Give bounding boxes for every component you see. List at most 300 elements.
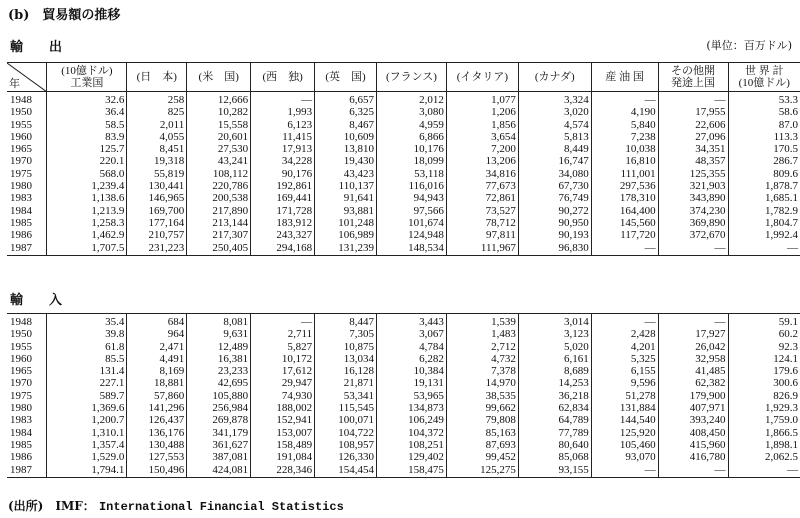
value-cell: 91,641 xyxy=(315,192,377,204)
value-cell: 5,325 xyxy=(591,353,658,365)
value-cell: 145,560 xyxy=(591,217,658,229)
value-cell: 1,200.7 xyxy=(47,414,127,426)
value-cell: 3,654 xyxy=(446,131,518,143)
year-cell: 1950 xyxy=(10,106,32,119)
value-cell: — xyxy=(658,314,728,329)
year-cell: 1987 xyxy=(10,241,32,254)
value-cell: 42,695 xyxy=(187,377,251,389)
value-cell: 77,673 xyxy=(446,180,518,192)
value-cell: 3,123 xyxy=(518,328,591,340)
value-cell: 117,720 xyxy=(591,229,658,241)
year-cell: 1955 xyxy=(10,340,32,353)
column-header: (フランス) xyxy=(376,63,446,92)
table-row xyxy=(7,192,800,204)
value-cell: 55,819 xyxy=(127,168,187,180)
value-cell: 1,357.4 xyxy=(47,439,127,451)
exports-heading: 輸出 xyxy=(10,40,89,55)
value-cell: 152,941 xyxy=(251,414,315,426)
value-cell: 94,943 xyxy=(376,192,446,204)
value-cell: 15,558 xyxy=(187,119,251,131)
value-cell: 213,144 xyxy=(187,217,251,229)
imports-table xyxy=(7,313,800,478)
value-cell: 228,346 xyxy=(251,464,315,478)
value-cell: 6,123 xyxy=(251,119,315,131)
value-cell: — xyxy=(658,242,728,256)
table-row xyxy=(7,451,800,463)
value-cell: 10,038 xyxy=(591,143,658,155)
value-cell: 16,810 xyxy=(591,155,658,167)
value-cell: 60.2 xyxy=(728,328,800,340)
year-cell: 1985 xyxy=(10,438,32,451)
value-cell: 2,711 xyxy=(251,328,315,340)
value-cell: 2,011 xyxy=(127,119,187,131)
value-cell: 169,441 xyxy=(251,192,315,204)
value-cell: 1,310.1 xyxy=(47,427,127,439)
value-cell: 93,881 xyxy=(315,205,377,217)
column-header: 世 界 計 (10億ドル) xyxy=(728,63,800,92)
table-row xyxy=(7,242,800,256)
value-cell: 96,830 xyxy=(518,242,591,256)
year-cell: 1950 xyxy=(10,328,32,341)
value-cell: 53,341 xyxy=(315,390,377,402)
value-cell: 8,447 xyxy=(315,314,377,329)
value-cell: — xyxy=(658,92,728,107)
value-cell: 7,305 xyxy=(315,328,377,340)
value-cell: 10,172 xyxy=(251,353,315,365)
value-cell: 83.9 xyxy=(47,131,127,143)
value-cell: 374,230 xyxy=(658,205,728,217)
value-cell: 36,218 xyxy=(518,390,591,402)
value-cell: 116,016 xyxy=(376,180,446,192)
year-cell: 1984 xyxy=(10,426,32,439)
table-row xyxy=(7,427,800,439)
year-cell: 1986 xyxy=(10,229,32,242)
value-cell: 1,462.9 xyxy=(47,229,127,241)
value-cell: 7,238 xyxy=(591,131,658,143)
value-cell: 178,310 xyxy=(591,192,658,204)
value-cell: 217,307 xyxy=(187,229,251,241)
value-cell: 6,161 xyxy=(518,353,591,365)
year-cell: 1948 xyxy=(10,316,32,328)
value-cell: 9,596 xyxy=(591,377,658,389)
column-header: (イタリア) xyxy=(446,63,518,92)
value-cell: 126,437 xyxy=(127,414,187,426)
value-cell: 19,430 xyxy=(315,155,377,167)
value-cell: 4,055 xyxy=(127,131,187,143)
value-cell: 131.4 xyxy=(47,365,127,377)
table-row xyxy=(7,155,800,167)
value-cell: 4,491 xyxy=(127,353,187,365)
value-cell: 9,631 xyxy=(187,328,251,340)
table-row xyxy=(7,402,800,414)
table-row xyxy=(7,119,800,131)
value-cell: 416,780 xyxy=(658,451,728,463)
table-row xyxy=(7,341,800,353)
value-cell: 8,081 xyxy=(187,314,251,329)
value-cell: 73,527 xyxy=(446,205,518,217)
value-cell: 146,965 xyxy=(127,192,187,204)
value-cell: 22,606 xyxy=(658,119,728,131)
value-cell: 101,674 xyxy=(376,217,446,229)
year-cell: 1983 xyxy=(10,414,32,427)
value-cell: 126,330 xyxy=(315,451,377,463)
value-cell: 101,248 xyxy=(315,217,377,229)
value-cell: 415,960 xyxy=(658,439,728,451)
value-cell: 1,898.1 xyxy=(728,439,800,451)
value-cell: 26,042 xyxy=(658,341,728,353)
value-cell: 110,137 xyxy=(315,180,377,192)
year-cell: 1970 xyxy=(10,377,32,390)
year-cell: 1955 xyxy=(10,118,32,131)
value-cell: 8,467 xyxy=(315,119,377,131)
value-cell: 1,539 xyxy=(446,314,518,329)
value-cell: 343,890 xyxy=(658,192,728,204)
value-cell: 164,400 xyxy=(591,205,658,217)
source-note xyxy=(8,497,344,514)
value-cell: 39.8 xyxy=(47,328,127,340)
value-cell: 158,489 xyxy=(251,439,315,451)
table-row xyxy=(7,365,800,377)
value-cell: 105,880 xyxy=(187,390,251,402)
value-cell: 158,475 xyxy=(377,464,447,478)
value-cell: 10,609 xyxy=(315,131,377,143)
value-cell: 2,062.5 xyxy=(728,451,800,463)
table-row xyxy=(7,328,800,340)
year-cell: 1975 xyxy=(10,389,32,402)
value-cell: 125,275 xyxy=(446,464,518,478)
value-cell: 1,804.7 xyxy=(728,217,800,229)
value-cell: 14,253 xyxy=(518,377,591,389)
value-cell: 108,251 xyxy=(377,439,447,451)
exports-table xyxy=(7,62,800,256)
value-cell: 154,454 xyxy=(315,464,377,478)
value-cell: — xyxy=(728,464,800,478)
value-cell: 127,553 xyxy=(127,451,187,463)
value-cell: 177,164 xyxy=(127,217,187,229)
value-cell: 10,875 xyxy=(315,341,377,353)
value-cell: 61.8 xyxy=(47,341,127,353)
value-cell: 188,002 xyxy=(251,402,315,414)
value-cell: 1,878.7 xyxy=(728,180,800,192)
value-cell: 2,471 xyxy=(127,341,187,353)
value-cell: 220,786 xyxy=(187,180,251,192)
value-cell: 93,070 xyxy=(591,451,658,463)
table-row xyxy=(7,414,800,426)
value-cell: 171,728 xyxy=(251,205,315,217)
value-cell: 1,782.9 xyxy=(728,205,800,217)
table-row xyxy=(7,106,800,118)
value-cell: 64,789 xyxy=(518,414,591,426)
value-cell: 21,871 xyxy=(315,377,377,389)
value-cell: 130,441 xyxy=(127,180,187,192)
value-cell: 17,927 xyxy=(658,328,728,340)
value-cell: 43,423 xyxy=(315,168,377,180)
table-row xyxy=(7,180,800,192)
value-cell: 34,351 xyxy=(658,143,728,155)
value-cell: 5,840 xyxy=(591,119,658,131)
value-cell: 1,993 xyxy=(251,106,315,118)
value-cell: 3,067 xyxy=(377,328,447,340)
year-cell: 1965 xyxy=(10,365,32,378)
value-cell: 74,930 xyxy=(251,390,315,402)
value-cell: 8,169 xyxy=(127,365,187,377)
value-cell: 568.0 xyxy=(47,168,127,180)
value-cell: — xyxy=(591,464,658,478)
value-cell: 27,096 xyxy=(658,131,728,143)
value-cell: 99,662 xyxy=(446,402,518,414)
value-cell: 105,460 xyxy=(591,439,658,451)
value-cell: 16,128 xyxy=(315,365,377,377)
value-cell: 10,282 xyxy=(187,106,251,118)
value-cell: 300.6 xyxy=(728,377,800,389)
value-cell: 2,012 xyxy=(376,92,446,107)
value-cell: 17,913 xyxy=(251,143,315,155)
value-cell: 134,873 xyxy=(377,402,447,414)
value-cell: 108,957 xyxy=(315,439,377,451)
value-cell: 12,666 xyxy=(187,92,251,107)
value-cell: 53,118 xyxy=(376,168,446,180)
value-cell: 1,866.5 xyxy=(728,427,800,439)
value-cell: 51,278 xyxy=(591,390,658,402)
value-cell: 1,992.4 xyxy=(728,229,800,241)
value-cell: — xyxy=(251,314,315,329)
year-cell: 1980 xyxy=(10,402,32,415)
value-cell: 100,071 xyxy=(315,414,377,426)
value-cell: 408,450 xyxy=(658,427,728,439)
value-cell: 27,530 xyxy=(187,143,251,155)
value-cell: 131,239 xyxy=(315,242,377,256)
value-cell: 131,884 xyxy=(591,402,658,414)
imports-heading: 輸入 xyxy=(10,293,89,308)
value-cell: 90,950 xyxy=(518,217,591,229)
table-row xyxy=(7,168,800,180)
value-cell: 80,640 xyxy=(518,439,591,451)
value-cell: 72,861 xyxy=(446,192,518,204)
value-cell: 220.1 xyxy=(47,155,127,167)
value-cell: 148,534 xyxy=(376,242,446,256)
value-cell: 7,378 xyxy=(446,365,518,377)
value-cell: 13,034 xyxy=(315,353,377,365)
value-cell: 104,372 xyxy=(377,427,447,439)
column-header: (西 独) xyxy=(251,63,315,92)
value-cell: 8,451 xyxy=(127,143,187,155)
year-cell: 1970 xyxy=(10,155,32,168)
value-cell: 4,784 xyxy=(377,341,447,353)
column-header: (カナダ) xyxy=(518,63,591,92)
value-cell: 58.6 xyxy=(728,106,800,118)
year-cell: 1948 xyxy=(10,94,32,106)
value-cell: 18,881 xyxy=(127,377,187,389)
value-cell: 286.7 xyxy=(728,155,800,167)
value-cell: 231,223 xyxy=(127,242,187,256)
value-cell: 5,020 xyxy=(518,341,591,353)
value-cell: 106,989 xyxy=(315,229,377,241)
table-row xyxy=(7,390,800,402)
value-cell: 1,759.0 xyxy=(728,414,800,426)
value-cell: 153,007 xyxy=(251,427,315,439)
value-cell: 87,693 xyxy=(446,439,518,451)
year-cell: 1980 xyxy=(10,180,32,193)
value-cell: 144,540 xyxy=(591,414,658,426)
value-cell: 3,014 xyxy=(518,314,591,329)
value-cell: 256,984 xyxy=(187,402,251,414)
column-header: (米 国) xyxy=(187,63,251,92)
value-cell: 59.1 xyxy=(728,314,800,329)
value-cell: 6,282 xyxy=(377,353,447,365)
value-cell: 424,081 xyxy=(187,464,251,478)
value-cell: 6,657 xyxy=(315,92,377,107)
value-cell: 67,730 xyxy=(518,180,591,192)
value-cell: 12,489 xyxy=(187,341,251,353)
source-text: International Financial Statistics xyxy=(98,500,344,514)
value-cell: 62,834 xyxy=(518,402,591,414)
value-cell: 964 xyxy=(127,328,187,340)
value-cell: 369,890 xyxy=(658,217,728,229)
value-cell: 19,131 xyxy=(377,377,447,389)
value-cell: 809.6 xyxy=(728,168,800,180)
value-cell: 32.6 xyxy=(47,92,127,107)
value-cell: 297,536 xyxy=(591,180,658,192)
value-cell: 43,241 xyxy=(187,155,251,167)
value-cell: 111,967 xyxy=(446,242,518,256)
value-cell: 179,900 xyxy=(658,390,728,402)
value-cell: 35.4 xyxy=(47,314,127,329)
value-cell: 341,179 xyxy=(187,427,251,439)
value-cell: 684 xyxy=(127,314,187,329)
value-cell: 217,890 xyxy=(187,205,251,217)
year-cell: 1960 xyxy=(10,352,32,365)
column-header: (10億ドル) 工業国 xyxy=(47,63,127,92)
value-cell: 8,449 xyxy=(518,143,591,155)
value-cell: 34,080 xyxy=(518,168,591,180)
value-cell: 8,689 xyxy=(518,365,591,377)
value-cell: 3,443 xyxy=(377,314,447,329)
value-cell: 48,357 xyxy=(658,155,728,167)
table-row xyxy=(7,439,800,451)
value-cell: 150,496 xyxy=(127,464,187,478)
value-cell: 200,538 xyxy=(187,192,251,204)
value-cell: 104,722 xyxy=(315,427,377,439)
table-row xyxy=(7,131,800,143)
value-cell: 387,081 xyxy=(187,451,251,463)
value-cell: 10,176 xyxy=(376,143,446,155)
year-cell: 1960 xyxy=(10,130,32,143)
value-cell: 393,240 xyxy=(658,414,728,426)
value-cell: 115,545 xyxy=(315,402,377,414)
year-cell: 1986 xyxy=(10,451,32,464)
value-cell: 269,878 xyxy=(187,414,251,426)
value-cell: 79,808 xyxy=(446,414,518,426)
value-cell: 2,428 xyxy=(591,328,658,340)
value-cell: 23,233 xyxy=(187,365,251,377)
table-row xyxy=(7,143,800,155)
value-cell: 85,163 xyxy=(446,427,518,439)
value-cell: 7,200 xyxy=(446,143,518,155)
table-row xyxy=(7,377,800,389)
value-cell: 108,112 xyxy=(187,168,251,180)
year-cell: 1965 xyxy=(10,143,32,156)
column-header: (日 本) xyxy=(127,63,187,92)
table-row xyxy=(7,353,800,365)
value-cell: 124,948 xyxy=(376,229,446,241)
unit-label: (単位：百万ドル) xyxy=(706,39,792,52)
value-cell: 99,452 xyxy=(446,451,518,463)
year-cell: 1987 xyxy=(10,463,32,476)
value-cell: 1,529.0 xyxy=(47,451,127,463)
value-cell: 4,574 xyxy=(518,119,591,131)
value-cell: 97,811 xyxy=(446,229,518,241)
value-cell: 407,971 xyxy=(658,402,728,414)
year-cell: 1975 xyxy=(10,167,32,180)
value-cell: 3,080 xyxy=(376,106,446,118)
value-cell: 90,176 xyxy=(251,168,315,180)
value-cell: 36.4 xyxy=(47,106,127,118)
value-cell: 361,627 xyxy=(187,439,251,451)
value-cell: 62,382 xyxy=(658,377,728,389)
value-cell: 170.5 xyxy=(728,143,800,155)
year-cell: 1983 xyxy=(10,192,32,205)
value-cell: 18,099 xyxy=(376,155,446,167)
value-cell: 6,155 xyxy=(591,365,658,377)
exports-header-row xyxy=(7,63,800,92)
value-cell: — xyxy=(728,242,800,256)
value-cell: 1,685.1 xyxy=(728,192,800,204)
value-cell: 17,955 xyxy=(658,106,728,118)
year-cell: 1984 xyxy=(10,204,32,217)
value-cell: 6,866 xyxy=(376,131,446,143)
value-cell: 78,712 xyxy=(446,217,518,229)
table-row xyxy=(7,314,800,329)
value-cell: 106,249 xyxy=(377,414,447,426)
value-cell: 1,369.6 xyxy=(47,402,127,414)
value-cell: 1,213.9 xyxy=(47,205,127,217)
column-header: その他開 発途上国 xyxy=(658,63,728,92)
value-cell: 169,700 xyxy=(127,205,187,217)
value-cell: 227.1 xyxy=(47,377,127,389)
value-cell: 4,201 xyxy=(591,341,658,353)
value-cell: 1,794.1 xyxy=(47,464,127,478)
value-cell: 14,970 xyxy=(446,377,518,389)
value-cell: — xyxy=(591,242,658,256)
value-cell: 243,327 xyxy=(251,229,315,241)
value-cell: 3,020 xyxy=(518,106,591,118)
value-cell: 321,903 xyxy=(658,180,728,192)
exports-body xyxy=(7,92,800,256)
value-cell: 53,965 xyxy=(377,390,447,402)
value-cell: 125,355 xyxy=(658,168,728,180)
value-cell: 57,860 xyxy=(127,390,187,402)
value-cell: 53.3 xyxy=(728,92,800,107)
value-cell: 93,155 xyxy=(518,464,591,478)
value-cell: 58.5 xyxy=(47,119,127,131)
value-cell: 191,084 xyxy=(251,451,315,463)
column-header: 産 油 国 xyxy=(591,63,658,92)
value-cell: 1,707.5 xyxy=(47,242,127,256)
value-cell: 125,920 xyxy=(591,427,658,439)
value-cell: 129,402 xyxy=(377,451,447,463)
value-cell: 192,861 xyxy=(251,180,315,192)
value-cell: 111,001 xyxy=(591,168,658,180)
value-cell: — xyxy=(591,92,658,107)
value-cell: 5,813 xyxy=(518,131,591,143)
value-cell: 4,959 xyxy=(376,119,446,131)
value-cell: 41,485 xyxy=(658,365,728,377)
value-cell: 17,612 xyxy=(251,365,315,377)
value-cell: 5,827 xyxy=(251,341,315,353)
value-cell: 90,193 xyxy=(518,229,591,241)
value-cell: 76,749 xyxy=(518,192,591,204)
value-cell: 1,077 xyxy=(446,92,518,107)
